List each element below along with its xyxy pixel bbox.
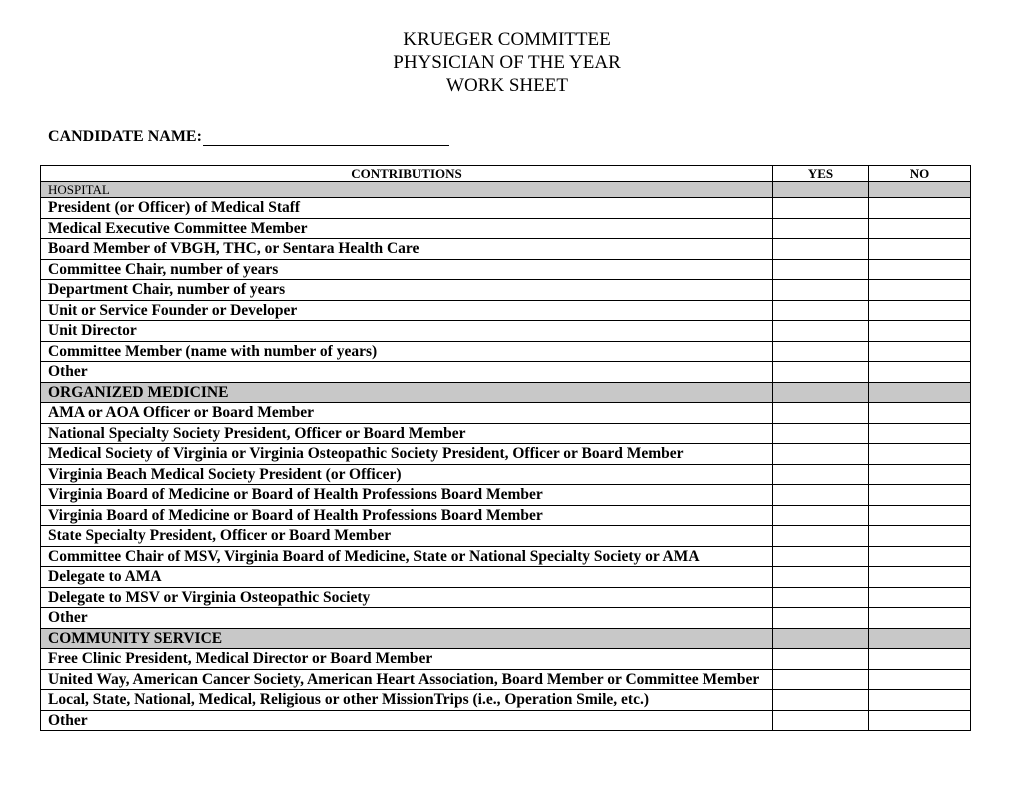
- table-header-row: [41, 166, 971, 182]
- no-checkbox-cell[interactable]: [869, 587, 971, 608]
- table-row: [41, 239, 971, 260]
- contribution-label: Committee Member (name with number of years): [41, 341, 773, 362]
- table-row: [41, 321, 971, 342]
- no-checkbox-cell[interactable]: [869, 546, 971, 567]
- section-no-cell: [869, 182, 971, 198]
- table-row: [41, 690, 971, 711]
- no-checkbox-cell[interactable]: [869, 444, 971, 465]
- contribution-label: Other: [41, 710, 773, 731]
- no-checkbox-cell[interactable]: [869, 198, 971, 219]
- table-row: [41, 505, 971, 526]
- contribution-label: Local, State, National, Medical, Religious or other MissionTrips (i.e., Operation Smile, etc.): [41, 690, 773, 711]
- contribution-label: Delegate to AMA: [41, 567, 773, 588]
- section-yes-cell: [773, 182, 869, 198]
- contribution-label: Virginia Beach Medical Society President (or Officer): [41, 464, 773, 485]
- no-checkbox-cell[interactable]: [869, 526, 971, 547]
- header-no: NO: [869, 166, 971, 182]
- section-title: ORGANIZED MEDICINE: [41, 382, 773, 403]
- yes-checkbox-cell[interactable]: [773, 710, 869, 731]
- table-row: [41, 300, 971, 321]
- no-checkbox-cell[interactable]: [869, 505, 971, 526]
- yes-checkbox-cell[interactable]: [773, 218, 869, 239]
- no-checkbox-cell[interactable]: [869, 218, 971, 239]
- section-row-hospital: [41, 182, 971, 198]
- yes-checkbox-cell[interactable]: [773, 300, 869, 321]
- no-checkbox-cell[interactable]: [869, 690, 971, 711]
- header-contributions: CONTRIBUTIONS: [41, 166, 773, 182]
- table-row: [41, 218, 971, 239]
- contribution-label: Unit or Service Founder or Developer: [41, 300, 773, 321]
- contribution-label: Delegate to MSV or Virginia Osteopathic Society: [41, 587, 773, 608]
- yes-checkbox-cell[interactable]: [773, 690, 869, 711]
- table-row: [41, 710, 971, 731]
- contribution-label: Other: [41, 608, 773, 629]
- yes-checkbox-cell[interactable]: [773, 280, 869, 301]
- yes-checkbox-cell[interactable]: [773, 198, 869, 219]
- no-checkbox-cell[interactable]: [869, 239, 971, 260]
- section-no-cell: [869, 382, 971, 403]
- no-checkbox-cell[interactable]: [869, 259, 971, 280]
- section-no-cell: [869, 628, 971, 649]
- yes-checkbox-cell[interactable]: [773, 239, 869, 260]
- table-row: [41, 423, 971, 444]
- table-row: [41, 669, 971, 690]
- yes-checkbox-cell[interactable]: [773, 321, 869, 342]
- table-row: [41, 485, 971, 506]
- contribution-label: Virginia Board of Medicine or Board of Health Professions Board Member: [41, 505, 773, 526]
- candidate-name-field[interactable]: [203, 130, 449, 146]
- contribution-label: Medical Executive Committee Member: [41, 218, 773, 239]
- yes-checkbox-cell[interactable]: [773, 362, 869, 383]
- contribution-label: Free Clinic President, Medical Director or Board Member: [41, 649, 773, 670]
- document-title: [0, 28, 1014, 97]
- table-row: [41, 587, 971, 608]
- yes-checkbox-cell[interactable]: [773, 464, 869, 485]
- section-title: COMMUNITY SERVICE: [41, 628, 773, 649]
- no-checkbox-cell[interactable]: [869, 341, 971, 362]
- table-row: [41, 567, 971, 588]
- no-checkbox-cell[interactable]: [869, 567, 971, 588]
- section-yes-cell: [773, 382, 869, 403]
- candidate-name-row: [48, 128, 449, 146]
- yes-checkbox-cell[interactable]: [773, 526, 869, 547]
- table-row: [41, 280, 971, 301]
- no-checkbox-cell[interactable]: [869, 608, 971, 629]
- yes-checkbox-cell[interactable]: [773, 669, 869, 690]
- no-checkbox-cell[interactable]: [869, 485, 971, 506]
- section-row-organized-medicine: [41, 382, 971, 403]
- section-title: HOSPITAL: [41, 182, 773, 198]
- table-row: [41, 526, 971, 547]
- no-checkbox-cell[interactable]: [869, 464, 971, 485]
- contribution-label: Medical Society of Virginia or Virginia Osteopathic Society President, Officer or Board Member: [41, 444, 773, 465]
- yes-checkbox-cell[interactable]: [773, 259, 869, 280]
- contribution-label: Virginia Board of Medicine or Board of Health Professions Board Member: [41, 485, 773, 506]
- table-row: [41, 403, 971, 424]
- title-line-1: KRUEGER COMMITTEE: [403, 29, 611, 50]
- section-row-community-service: [41, 628, 971, 649]
- contribution-label: State Specialty President, Officer or Board Member: [41, 526, 773, 547]
- contributions-table: [40, 165, 971, 731]
- section-yes-cell: [773, 628, 869, 649]
- table-row: [41, 198, 971, 219]
- no-checkbox-cell[interactable]: [869, 280, 971, 301]
- no-checkbox-cell[interactable]: [869, 300, 971, 321]
- yes-checkbox-cell[interactable]: [773, 505, 869, 526]
- yes-checkbox-cell[interactable]: [773, 567, 869, 588]
- yes-checkbox-cell[interactable]: [773, 649, 869, 670]
- contribution-label: Board Member of VBGH, THC, or Sentara Health Care: [41, 239, 773, 260]
- no-checkbox-cell[interactable]: [869, 423, 971, 444]
- contribution-label: AMA or AOA Officer or Board Member: [41, 403, 773, 424]
- no-checkbox-cell[interactable]: [869, 321, 971, 342]
- table-row: [41, 608, 971, 629]
- yes-checkbox-cell[interactable]: [773, 608, 869, 629]
- table-row: [41, 259, 971, 280]
- table-body: [41, 182, 971, 731]
- candidate-name-label: CANDIDATE NAME:: [48, 128, 202, 145]
- contribution-label: United Way, American Cancer Society, American Heart Association, Board Member or Committee Member: [41, 669, 773, 690]
- contribution-label: Other: [41, 362, 773, 383]
- contribution-label: National Specialty Society President, Officer or Board Member: [41, 423, 773, 444]
- yes-checkbox-cell[interactable]: [773, 403, 869, 424]
- title-line-3: WORK SHEET: [446, 75, 568, 96]
- no-checkbox-cell[interactable]: [869, 669, 971, 690]
- no-checkbox-cell[interactable]: [869, 649, 971, 670]
- yes-checkbox-cell[interactable]: [773, 423, 869, 444]
- yes-checkbox-cell[interactable]: [773, 341, 869, 362]
- header-yes: YES: [773, 166, 869, 182]
- yes-checkbox-cell[interactable]: [773, 587, 869, 608]
- no-checkbox-cell[interactable]: [869, 710, 971, 731]
- contribution-label: Committee Chair, number of years: [41, 259, 773, 280]
- table-row: [41, 464, 971, 485]
- no-checkbox-cell[interactable]: [869, 403, 971, 424]
- yes-checkbox-cell[interactable]: [773, 546, 869, 567]
- table-row: [41, 341, 971, 362]
- table-row: [41, 649, 971, 670]
- table-row: [41, 444, 971, 465]
- table-row: [41, 546, 971, 567]
- title-line-2: PHYSICIAN OF THE YEAR: [393, 52, 621, 73]
- yes-checkbox-cell[interactable]: [773, 444, 869, 465]
- table-row: [41, 362, 971, 383]
- contribution-label: Unit Director: [41, 321, 773, 342]
- contribution-label: Department Chair, number of years: [41, 280, 773, 301]
- contribution-label: President (or Officer) of Medical Staff: [41, 198, 773, 219]
- yes-checkbox-cell[interactable]: [773, 485, 869, 506]
- no-checkbox-cell[interactable]: [869, 362, 971, 383]
- contribution-label: Committee Chair of MSV, Virginia Board of Medicine, State or National Specialty Society or AMA: [41, 546, 773, 567]
